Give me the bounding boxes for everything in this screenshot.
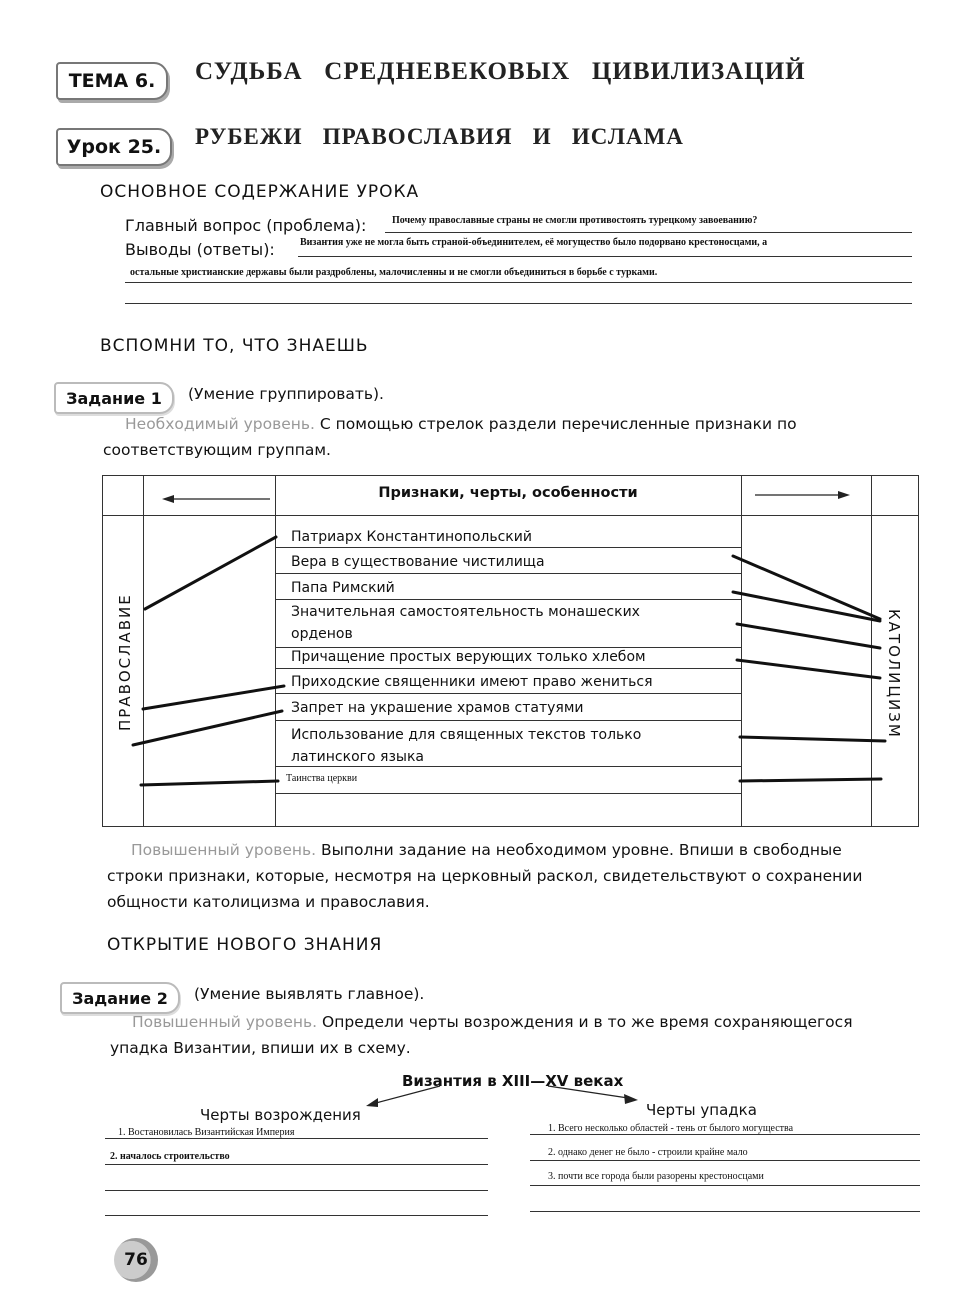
task1-advanced: Повышенный уровень. Выполни задание на необходимом уровне. Впиши в свободные строки признаки, которые, несмотря на церковный раскол, свидетельствуют о сохранении общности католицизма и православия. xyxy=(107,841,863,911)
schema-arrows-icon xyxy=(360,1080,660,1120)
question-label: Главный вопрос (проблема): xyxy=(125,216,367,235)
revival-line xyxy=(105,1164,488,1165)
task1-instruction-line2: соответствующим группам. xyxy=(103,441,331,459)
decline-line xyxy=(530,1160,920,1161)
conclusions-answer-2[interactable]: остальные христианские державы были раздроблены, малочисленны и не смогли объединиться в борьбе с турками. xyxy=(130,267,658,278)
feature-row: Запрет на украшение храмов статуями xyxy=(291,700,584,716)
feature-row: Причащение простых верующих только хлебом xyxy=(291,649,646,665)
task1-instruction-line1: С помощью стрелок раздели перечисленные признаки по xyxy=(319,415,797,433)
decline-line xyxy=(530,1185,920,1186)
discovery-heading: ОТКРЫТИЕ НОВОГО ЗНАНИЯ xyxy=(107,935,383,955)
decline-line xyxy=(530,1134,920,1135)
table-header: Признаки, черты, особенности xyxy=(378,485,638,501)
task2-skill: (Умение выявлять главное). xyxy=(194,985,425,1003)
page-number-badge xyxy=(114,1238,158,1282)
task1-badge-text: Задание 1 xyxy=(66,388,162,408)
decline-item[interactable]: 1. Всего несколько областей - тень от былого могущества xyxy=(548,1123,794,1134)
schema-title: Византия в XIII—XV веках xyxy=(402,1072,624,1090)
task1-skill: (Умение группировать). xyxy=(188,385,384,403)
main-content-heading: ОСНОВНОЕ СОДЕРЖАНИЕ УРОКА xyxy=(100,182,420,202)
feature-row-handwritten[interactable]: Таинства церкви xyxy=(286,773,358,784)
theme-badge-text: ТЕМА 6. xyxy=(68,70,156,92)
decline-item[interactable]: 3. почти все города были разорены крестоносцами xyxy=(548,1171,764,1182)
task2-instruction: Повышенный уровень. Определи черты возрождения и в то же время сохраняющегося упадка Византии, впиши их в схему. xyxy=(110,1013,853,1057)
task2-level: Повышенный уровень. xyxy=(132,1013,318,1031)
conclusions-answer-1[interactable]: Византия уже не могла быть страной-объединителем, её могущество было подорвано крестоносцами, а xyxy=(300,237,768,248)
conclusions-label: Выводы (ответы): xyxy=(125,240,275,259)
task1-level: Необходимый уровень. xyxy=(125,415,315,433)
task2-badge-text: Задание 2 xyxy=(72,988,168,1008)
feature-row: Значительная самостоятельность монашеских орденов xyxy=(291,604,640,642)
page-number: 76 xyxy=(124,1250,148,1270)
feature-row: Папа Римский xyxy=(291,580,395,596)
revival-line xyxy=(105,1190,488,1191)
revival-title: Черты возрождения xyxy=(200,1106,361,1124)
revival-item[interactable]: 1. Востановилась Византийская Империя xyxy=(118,1127,295,1138)
feature-row: Приходские священники имеют право жениться xyxy=(291,674,653,690)
revival-line xyxy=(105,1215,488,1216)
decline-item[interactable]: 2. однако денег не было - строили крайне мало xyxy=(548,1147,748,1158)
revival-line xyxy=(105,1138,488,1139)
decline-line xyxy=(530,1211,920,1212)
catholicism-label: КАТОЛИЦИЗМ xyxy=(885,609,903,739)
feature-row: Использование для священных текстов только латинского языка xyxy=(291,727,642,765)
feature-row: Патриарх Константинопольский xyxy=(291,529,532,545)
revival-item[interactable]: 2. началось строительство xyxy=(110,1151,230,1162)
recall-heading: ВСПОМНИ ТО, ЧТО ЗНАЕШЬ xyxy=(100,336,369,356)
task1-advanced-level: Повышенный уровень. xyxy=(131,841,317,859)
lesson-title: РУБЕЖИ ПРАВОСЛАВИЯ И ИСЛАМА xyxy=(195,124,684,149)
lesson-badge-text: Урок 25. xyxy=(66,136,162,158)
orthodoxy-label: ПРАВОСЛАВИЕ xyxy=(116,593,134,731)
theme-title: СУДЬБА СРЕДНЕВЕКОВЫХ ЦИВИЛИЗАЦИЙ xyxy=(195,58,806,85)
question-answer[interactable]: Почему православные страны не смогли противостоять турецкому завоеванию? xyxy=(392,215,758,226)
decline-title: Черты упадка xyxy=(646,1101,757,1119)
feature-row: Вера в существование чистилища xyxy=(291,554,545,570)
